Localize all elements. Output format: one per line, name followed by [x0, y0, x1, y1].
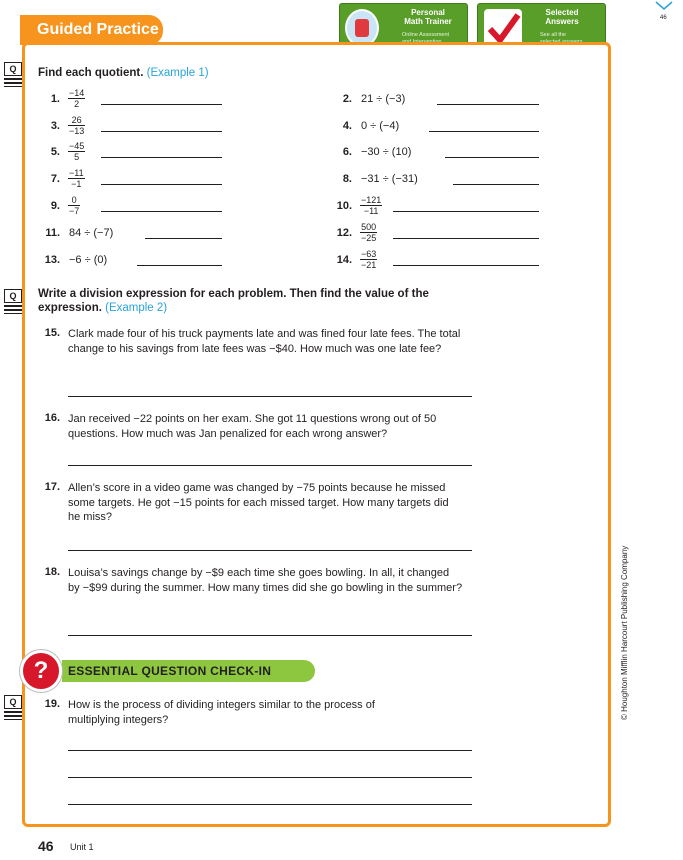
- answer-line[interactable]: [429, 131, 539, 132]
- problem-number: 8.: [342, 173, 352, 185]
- answer-line[interactable]: [393, 211, 539, 212]
- answer-line[interactable]: [101, 184, 222, 185]
- problem-number: 14.: [336, 254, 352, 266]
- part2-instruction: Write a division expression for each problem. Then find the value of the expression. (Example 2): [38, 288, 429, 314]
- answers-title-2: Answers: [545, 17, 579, 26]
- answer-line-18[interactable]: [68, 635, 472, 636]
- division-expression: 0 ÷ (−4): [361, 120, 400, 132]
- problem-text: Jan received −22 points on her exam. She got 11 questions wrong out of 50 questions. How much was Jan penalized for each wrong answer?: [68, 413, 437, 440]
- quiz-marker-2[interactable]: Q: [4, 289, 22, 314]
- question-mark-icon: ?: [20, 650, 62, 692]
- problem-number: 9.: [50, 200, 60, 212]
- part1-instruction: Find each quotient. (Example 1): [38, 67, 209, 79]
- answer-line-15[interactable]: [68, 396, 472, 397]
- division-expression: −6 ÷ (0): [69, 254, 108, 266]
- division-expression: −30 ÷ (10): [361, 146, 412, 158]
- quiz-marker-1[interactable]: Q: [4, 62, 22, 87]
- quotient-problem: [326, 114, 546, 140]
- answer-line[interactable]: [393, 265, 539, 266]
- denominator: 2: [74, 99, 80, 109]
- lines-icon: [4, 711, 22, 720]
- quotient-problem: [326, 167, 546, 193]
- problem-number: 5.: [50, 146, 60, 158]
- quotient-problem: [34, 194, 254, 220]
- corner-page-number: 46: [660, 15, 667, 21]
- numerator: 0: [68, 195, 80, 206]
- division-expression: 21 ÷ (−3): [361, 93, 406, 105]
- problem-number: 1.: [50, 93, 60, 105]
- essential-question-banner: ESSENTIAL QUESTION CHECK-IN: [62, 660, 315, 682]
- numerator: −45: [69, 141, 85, 151]
- quotient-problem: [326, 221, 546, 247]
- problem-text: Louisa’s savings change by −$9 each time she goes bowling. In all, it changed by −$99 during the summer. How many times did she go bowling in the summer?: [68, 567, 463, 594]
- fraction: [360, 195, 382, 216]
- numerator: −63: [361, 249, 377, 259]
- answer-line[interactable]: [393, 238, 539, 239]
- example-link-2[interactable]: (Example 2): [105, 302, 168, 314]
- unit-label: Unit 1: [70, 842, 94, 852]
- problem-number: 7.: [50, 173, 60, 185]
- answers-sub-1: See all the: [540, 32, 566, 38]
- quotient-problem: [326, 248, 546, 274]
- answer-line[interactable]: [101, 157, 222, 158]
- denominator: −7: [69, 206, 80, 216]
- problem-number: 2.: [342, 93, 352, 105]
- quotient-problem: [34, 248, 254, 274]
- denominator: −11: [363, 206, 379, 216]
- quotient-problem: [34, 87, 254, 113]
- denominator: −1: [71, 179, 82, 189]
- fraction: [68, 88, 85, 109]
- problem-number: 19.: [44, 698, 60, 710]
- fraction: [68, 195, 80, 216]
- fraction: [360, 249, 377, 270]
- publisher-credit: © Houghton Mifflin Harcourt Publishing Company: [620, 545, 629, 720]
- problem-number: 15.: [44, 327, 60, 339]
- division-expression: 84 ÷ (−7): [69, 227, 114, 239]
- quiz-marker-3[interactable]: Q: [4, 695, 22, 720]
- problem-number: 12.: [336, 227, 352, 239]
- fraction: [68, 168, 85, 189]
- numerator: −14: [69, 88, 85, 98]
- denominator: −21: [361, 260, 377, 270]
- problem-number: 4.: [342, 120, 352, 132]
- section-tab: Guided Practice: [20, 15, 163, 45]
- fraction: [68, 115, 85, 136]
- denominator: 5: [74, 152, 80, 162]
- quotient-problem: [326, 87, 546, 113]
- page-number: 46: [38, 838, 54, 854]
- numerator: −11: [69, 168, 84, 178]
- trainer-sub-1: Online Assessment: [402, 32, 450, 38]
- quotient-problem: [34, 140, 254, 166]
- answer-line-19b[interactable]: [68, 777, 472, 778]
- quotient-problem: [34, 114, 254, 140]
- problem-text: How is the process of dividing integers similar to the process of multiplying integers?: [68, 699, 375, 726]
- numerator: 500: [361, 222, 377, 232]
- answer-line[interactable]: [453, 184, 539, 185]
- quotient-problem: [326, 140, 546, 166]
- numerator: −121: [361, 195, 382, 205]
- bookmark-icon[interactable]: [655, 0, 673, 12]
- answer-line[interactable]: [101, 131, 222, 132]
- answer-line[interactable]: [101, 104, 222, 105]
- answer-line[interactable]: [101, 211, 222, 212]
- problem-number: 16.: [44, 412, 60, 424]
- answer-line[interactable]: [437, 104, 539, 105]
- answer-line-17[interactable]: [68, 550, 472, 551]
- answer-line-16[interactable]: [68, 465, 472, 466]
- fraction: [360, 222, 377, 243]
- answer-line[interactable]: [145, 238, 222, 239]
- problem-number: 11.: [45, 227, 60, 239]
- answers-title-1: Selected: [545, 8, 579, 17]
- denominator: −13: [69, 126, 85, 136]
- problem-number: 10.: [336, 200, 352, 212]
- numerator: 26: [68, 115, 85, 126]
- division-expression: −31 ÷ (−31): [361, 173, 418, 185]
- problem-number: 3.: [50, 120, 60, 132]
- problem-number: 13.: [44, 254, 60, 266]
- trainer-title-2: Math Trainer: [404, 17, 452, 26]
- problem-text: Allen’s score in a video game was changed by −75 points because he missed some targets. He got −15 points for each missed target. How many targets did he miss?: [68, 482, 449, 523]
- quotient-problem: [326, 194, 546, 220]
- trainer-title-1: Personal: [411, 8, 445, 17]
- answer-line-19a[interactable]: [68, 750, 472, 751]
- lines-icon: [4, 305, 22, 314]
- problem-number: 18.: [44, 566, 60, 578]
- fraction: [68, 141, 85, 162]
- quotient-problem: [34, 221, 254, 247]
- problem-number: 17.: [44, 481, 60, 493]
- answer-line[interactable]: [445, 157, 539, 158]
- problem-number: 6.: [342, 146, 352, 158]
- example-link-1[interactable]: (Example 1): [146, 67, 209, 79]
- problem-text: Clark made four of his truck payments late and was fined four late fees. The total change to his savings from late fees was −$40. How much was one late fee?: [68, 328, 461, 355]
- answer-line-19c[interactable]: [68, 804, 472, 805]
- answer-line[interactable]: [137, 265, 222, 266]
- quotient-problem: [34, 167, 254, 193]
- denominator: −25: [361, 233, 377, 243]
- lines-icon: [4, 78, 22, 87]
